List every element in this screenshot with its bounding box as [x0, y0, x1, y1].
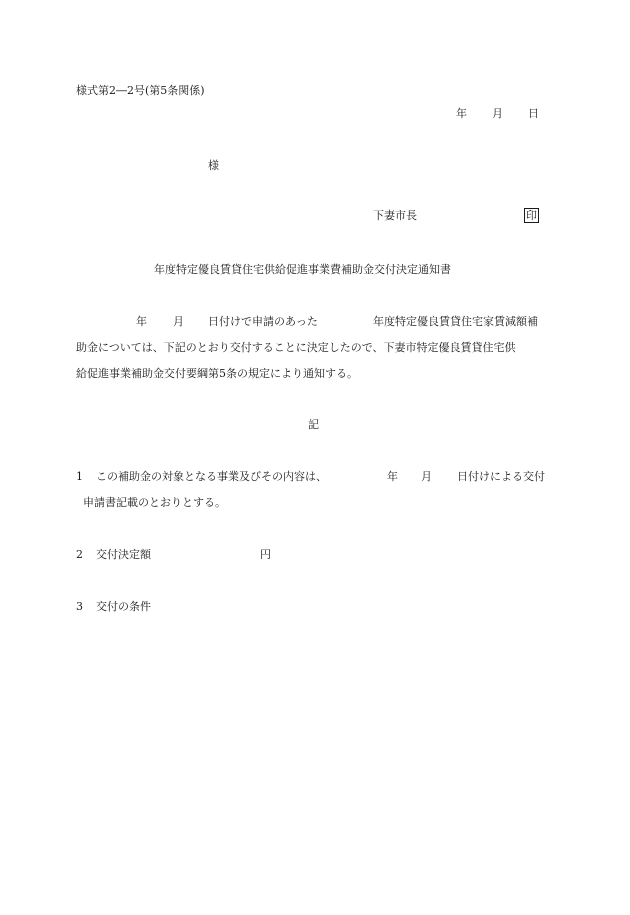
item-2-unit: 円 — [260, 548, 271, 561]
item-1-tail: 日付けによる交付 — [457, 470, 545, 483]
document-title: 年度特定優良賃貸住宅供給促進事業費補助金交付決定通知書 — [154, 263, 451, 276]
body-line3: 給促進事業補助金交付要綱第5条の規定により通知する。 — [76, 367, 358, 380]
item-1-month-label: 月 — [421, 470, 432, 483]
issuer-name: 下妻市長 — [373, 209, 417, 222]
body-year-label: 年 — [136, 315, 147, 328]
item-1-number: 1 — [76, 470, 83, 483]
item-3-text: 交付の条件 — [96, 600, 151, 613]
body-month-label: 月 — [173, 315, 184, 328]
addressee-suffix: 様 — [208, 159, 219, 172]
body-line1-tail: 年度特定優良賃貸住宅家賃減額補 — [373, 315, 538, 328]
ki-heading: 記 — [308, 418, 319, 431]
item-1-year-label: 年 — [387, 470, 398, 483]
body-line2: 助金については、下記のとおり交付することに決定したので、下妻市特定優良賃貸住宅供 — [76, 341, 516, 354]
item-1-continuation: 申請書記載のとおりとする。 — [83, 496, 226, 509]
form-number: 様式第2―2号(第5条関係) — [76, 84, 205, 97]
item-2-number: 2 — [76, 548, 83, 561]
seal-mark: 印 — [526, 209, 537, 222]
date-month-label: 月 — [492, 107, 503, 120]
item-1-text: この補助金の対象となる事業及びその内容は、 — [96, 470, 327, 483]
item-2-text: 交付決定額 — [96, 548, 151, 561]
date-day-label: 日 — [528, 107, 539, 120]
date-year-label: 年 — [456, 107, 467, 120]
body-day-applied: 日付けで申請のあった — [208, 315, 318, 328]
item-3-number: 3 — [76, 600, 83, 613]
